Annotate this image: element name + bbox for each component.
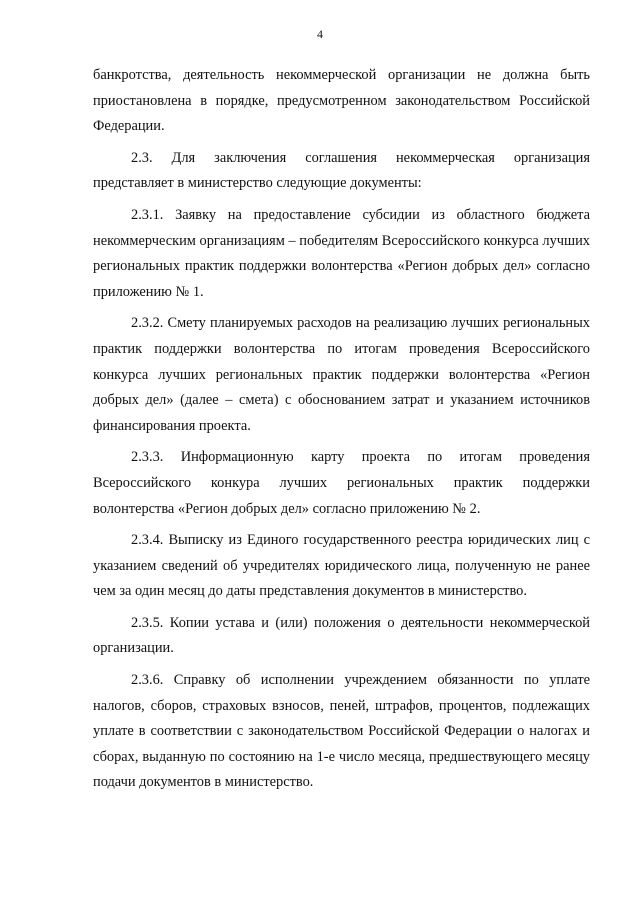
paragraph-2-3-2: 2.3.2. Смету планируемых расходов на реализацию лучших региональных практик поддержки волонтерства по итогам проведения Всероссийского конкурса лучших региональных практик поддержки волонтерства «Регион добрых дел» (далее – смета) с обоснованием затрат и указанием источников финансирования проекта. bbox=[93, 315, 590, 434]
paragraph-2-3: 2.3. Для заключения соглашения некоммерческая организация представляет в министерство следующие документы: bbox=[93, 149, 590, 192]
document-body bbox=[93, 63, 590, 802]
paragraph-2-3-6: 2.3.6. Справку об исполнении учреждением обязанности по уплате налогов, сборов, страховых взносов, пеней, штрафов, процентов, подлежащих уплате в соответствии с законодательством Российской Федерации о налогах и сборах, выданную по состоянию на 1-е число месяца, предшествующего месяцу подачи документов в министерство. bbox=[93, 672, 590, 791]
page-number: 4 bbox=[317, 27, 323, 41]
paragraph-continuation: банкротства, деятельность некоммерческой организации не должна быть приостановлена в порядке, предусмотренном законодательством Российской Федерации. bbox=[93, 67, 590, 135]
paragraph-2-3-4: 2.3.4. Выписку из Единого государственного реестра юридических лиц с указанием сведений об учредителях юридического лица, полученную не ранее чем за один месяц до даты представления документов в министерство. bbox=[93, 532, 590, 600]
paragraph-2-3-1: 2.3.1. Заявку на предоставление субсидии из областного бюджета некоммерческим организациям – победителям Всероссийского конкурса лучших региональных практик поддержки волонтерства «Регион добрых дел» согласно приложению № 1. bbox=[93, 206, 590, 300]
paragraph-2-3-5: 2.3.5. Копии устава и (или) положения о деятельности некоммерческой организации. bbox=[93, 614, 590, 657]
paragraph-2-3-3: 2.3.3. Информационную карту проекта по итогам проведения Всероссийского конкура лучших региональных практик поддержки волонтерства «Регион добрых дел» согласно приложению № 2. bbox=[93, 449, 590, 517]
